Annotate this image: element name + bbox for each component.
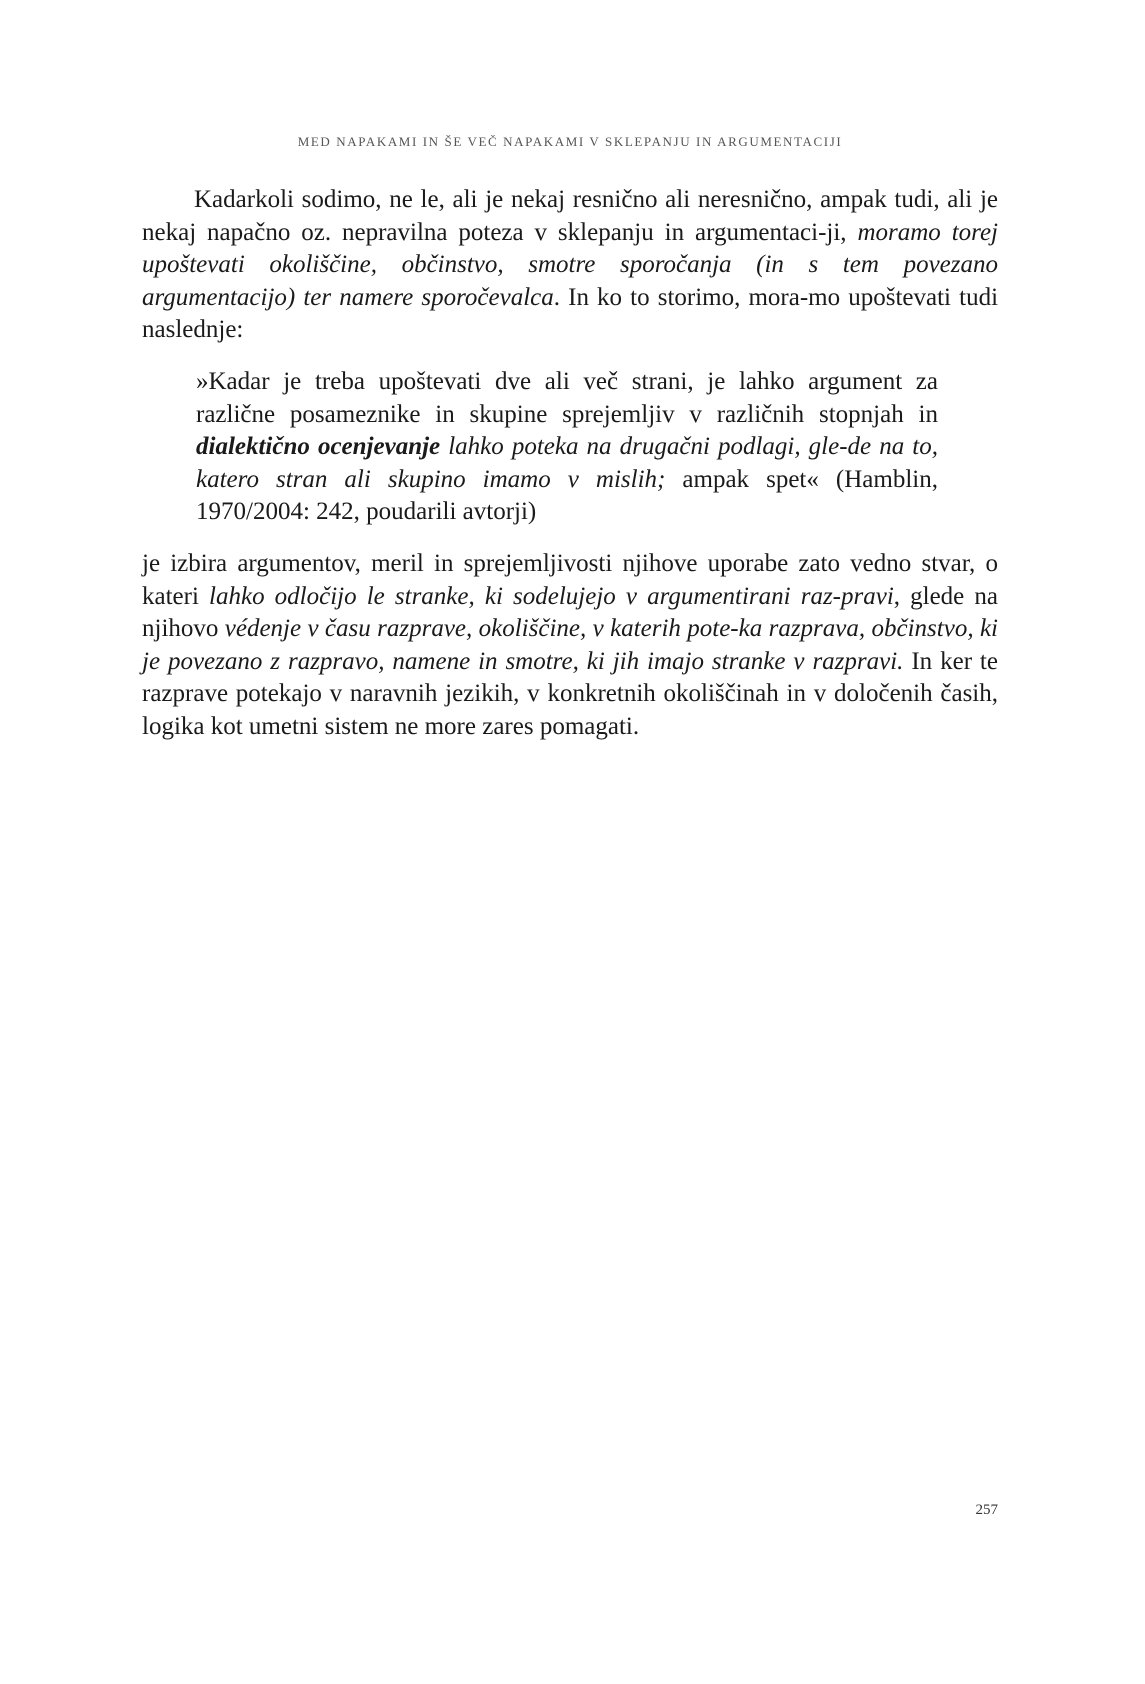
paragraph-2-text-mid: , glede na njihovo — [142, 582, 998, 643]
page-number: 257 — [975, 1502, 998, 1518]
quote-citation: ampak spet« (Hamblin, 1970/2004: 242, poudarili avtorji) — [196, 465, 938, 526]
paragraph-2 — [142, 548, 998, 744]
paragraph-2-text-end: In ker te razprave potekajo v naravnih jezikih, v konkretnih okoliščinah in v določenih časih, logika kot umetni sistem ne more zares pomagati. — [142, 647, 998, 740]
quote-emphasis: lahko poteka na drugačni podlagi, gle-de na to, katero stran ali skupino imamo v mislih; — [196, 433, 938, 493]
quote-bold-emphasis: dialektično ocenjevanje — [196, 433, 441, 461]
paragraph-2-emphasis-1: lahko odločijo le stranke, ki sodelujejo v argumentirani raz-pravi — [209, 582, 894, 610]
paragraph-1 — [142, 184, 998, 347]
paragraph-1-text: Kadarkoli sodimo, ne le, ali je nekaj resnično ali neresnično, ampak tudi, ali je nekaj napačno oz. nepravilna poteza v sklepanju in argumentaci-ji, — [142, 186, 998, 246]
paragraph-1-text-end: . In ko to storimo, mora-mo upoštevati tudi naslednje: — [142, 283, 999, 344]
running-header: MED NAPAKAMI IN ŠE VEČ NAPAKAMI V SKLEPANJU IN ARGUMENTACIJI — [297, 134, 843, 149]
paragraph-1-emphasis: moramo torej upoštevati okoliščine, občinstvo, smotre sporočanja (in s tem povezano argumentacijo) ter namere sporočevalca — [142, 218, 998, 311]
block-quote — [196, 366, 938, 529]
paragraph-2-text: je izbira argumentov, meril in sprejemljivosti njihove uporabe zato vedno stvar, o kateri — [142, 550, 998, 610]
paragraph-2-emphasis-2: védenje v času razprave, okoliščine, v katerih pote-ka razprava, občinstvo, ki je povezano z razpravo, namene in smotre, ki jih imajo stranke v razpravi. — [142, 615, 998, 675]
quote-text: »Kadar je treba upoštevati dve ali več strani, je lahko argument za različne posameznike in skupine sprejemljiv v različnih stopnjah in — [196, 368, 938, 428]
